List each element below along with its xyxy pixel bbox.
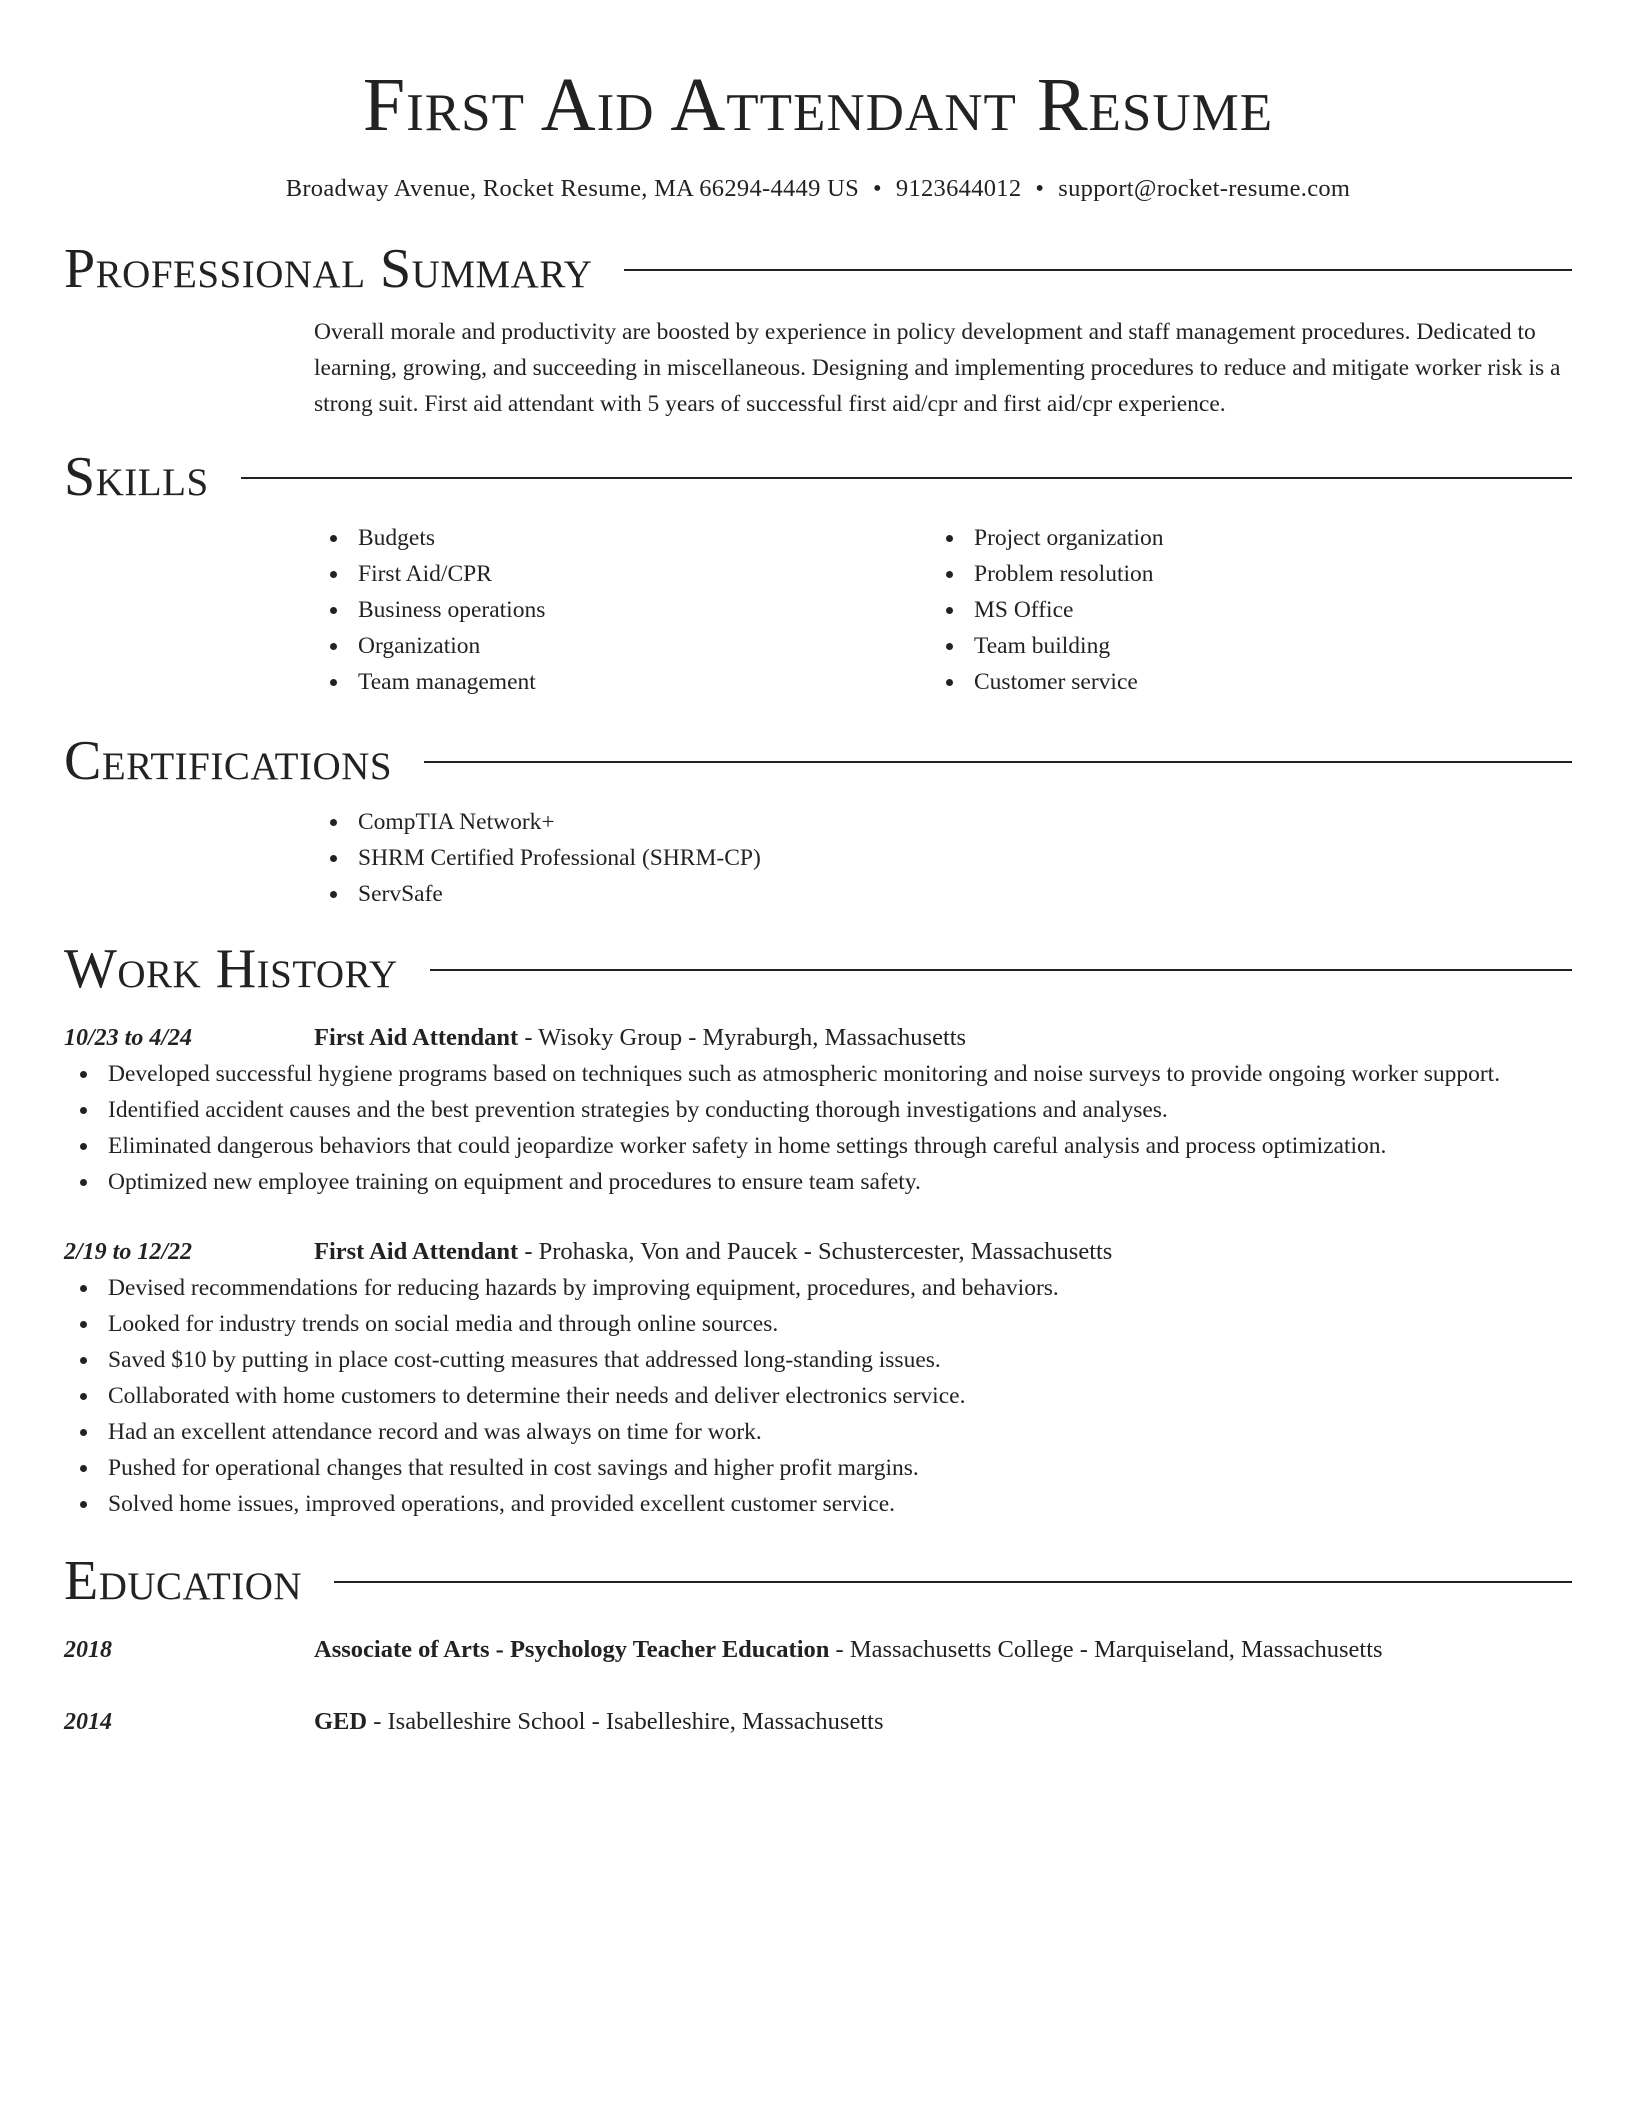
summary-heading: Professional Summary	[64, 238, 593, 300]
contact-address: Broadway Avenue, Rocket Resume, MA 66294-4449 US	[285, 175, 859, 202]
education-line	[314, 1632, 1383, 1668]
skill-item: Team building	[930, 628, 1546, 664]
education-section	[64, 1550, 1572, 1740]
skill-item: Project organization	[930, 520, 1546, 556]
job-employer: - Wisoky Group - Myraburgh, Massachusetts	[518, 1024, 967, 1051]
education-degree: Associate of Arts - Psychology Teacher Education	[314, 1636, 830, 1663]
job-duties-list	[64, 1270, 1572, 1522]
job-employer: - Prohaska, Von and Paucek - Schustercester, Massachusetts	[518, 1238, 1113, 1265]
job-duty: Optimized new employee training on equipment and procedures to ensure team safety.	[64, 1164, 1572, 1200]
skills-grid	[314, 520, 1572, 700]
skill-item: Organization	[314, 628, 930, 664]
education-school: - Massachusetts College - Marquiseland, Massachusetts	[829, 1636, 1383, 1663]
section-divider	[624, 269, 1572, 271]
job-dates: 2/19 to 12/22	[64, 1239, 193, 1265]
skill-item: Business operations	[314, 592, 930, 628]
skills-column-left	[314, 520, 930, 700]
work-history-section	[64, 938, 1572, 1522]
education-entry	[64, 1704, 1572, 1740]
work-history-heading: Work History	[64, 938, 398, 1000]
certifications-list	[314, 804, 1572, 912]
job-duty: Solved home issues, improved operations, and provided excellent customer service.	[64, 1486, 1572, 1522]
section-divider	[334, 1581, 1572, 1583]
education-line	[314, 1704, 883, 1740]
education-row	[64, 1632, 1572, 1668]
skills-heading: Skills	[64, 446, 209, 508]
certification-item: ServSafe	[314, 876, 1572, 912]
job-title: First Aid Attendant	[314, 1238, 519, 1265]
education-heading: Education	[64, 1550, 303, 1612]
certifications-heading: Certifications	[64, 730, 393, 792]
job-title: First Aid Attendant	[314, 1024, 519, 1051]
certification-item: SHRM Certified Professional (SHRM-CP)	[314, 840, 1572, 876]
job-duty: Identified accident causes and the best prevention strategies by conducting thorough investigations and analyses.	[64, 1092, 1572, 1128]
section-divider	[430, 969, 1572, 971]
certifications-header	[64, 730, 1572, 792]
job-duty: Eliminated dangerous behaviors that could jeopardize worker safety in home settings through careful analysis and process optimization.	[64, 1128, 1572, 1164]
resume-page	[64, 0, 1572, 1740]
job-entry	[64, 1234, 1572, 1522]
skills-list-left	[314, 520, 930, 700]
skill-item: MS Office	[930, 592, 1546, 628]
certifications-section	[64, 730, 1572, 912]
contact-line	[64, 172, 1572, 206]
contact-separator: •	[1035, 175, 1045, 202]
education-entry	[64, 1632, 1572, 1668]
job-duty: Saved $10 by putting in place cost-cutting measures that addressed long-standing issues.	[64, 1342, 1572, 1378]
job-duties-list	[64, 1056, 1572, 1200]
contact-separator: •	[873, 175, 882, 202]
skill-item: Team management	[314, 664, 930, 700]
section-divider	[424, 761, 1572, 763]
skill-item: Problem resolution	[930, 556, 1546, 592]
skills-list-right	[930, 520, 1546, 700]
job-header	[64, 1020, 1572, 1056]
job-duty: Looked for industry trends on social media and through online sources.	[64, 1306, 1572, 1342]
education-school: - Isabelleshire School - Isabelleshire, Massachusetts	[367, 1708, 884, 1735]
education-year: 2018	[64, 1637, 112, 1663]
job-duty: Developed successful hygiene programs based on techniques such as atmospheric monitoring and noise surveys to provide ongoing worker support.	[64, 1056, 1572, 1092]
job-duty: Had an excellent attendance record and was always on time for work.	[64, 1414, 1572, 1450]
job-dates: 10/23 to 4/24	[64, 1025, 193, 1051]
contact-email: support@rocket-resume.com	[1058, 175, 1351, 202]
job-duty: Pushed for operational changes that resulted in cost savings and higher profit margins.	[64, 1450, 1572, 1486]
certification-item: CompTIA Network+	[314, 804, 1572, 840]
job-title-line	[314, 1020, 966, 1056]
skill-item: Budgets	[314, 520, 930, 556]
job-duty: Collaborated with home customers to determine their needs and deliver electronics service.	[64, 1378, 1572, 1414]
job-duty: Devised recommendations for reducing hazards by improving equipment, procedures, and behaviors.	[64, 1270, 1572, 1306]
work-history-header	[64, 938, 1572, 1000]
certifications-block	[314, 804, 1572, 912]
education-degree: GED	[314, 1708, 368, 1735]
job-title-line	[314, 1234, 1112, 1270]
summary-header	[64, 238, 1572, 300]
skills-section	[64, 446, 1572, 700]
contact-phone: 9123644012	[895, 175, 1022, 202]
job-header	[64, 1234, 1572, 1270]
summary-section	[64, 238, 1572, 422]
resume-title: First Aid Attendant Resume	[362, 63, 1274, 147]
education-header	[64, 1550, 1572, 1612]
section-divider	[241, 477, 1572, 479]
skills-column-right	[930, 520, 1546, 700]
skill-item: First Aid/CPR	[314, 556, 930, 592]
education-year: 2014	[64, 1709, 112, 1735]
skill-item: Customer service	[930, 664, 1546, 700]
skills-header	[64, 446, 1572, 508]
job-entry	[64, 1020, 1572, 1200]
summary-text: Overall morale and productivity are boosted by experience in policy development and staff management procedures. Dedicated to learning, growing, and succeeding in miscellaneous. Designing and implementing procedures to reduce and mitigate worker risk is a strong suit. First aid attendant with 5 years of successful first aid/cpr and first aid/cpr experience.	[314, 319, 1561, 417]
education-row	[64, 1704, 1572, 1740]
